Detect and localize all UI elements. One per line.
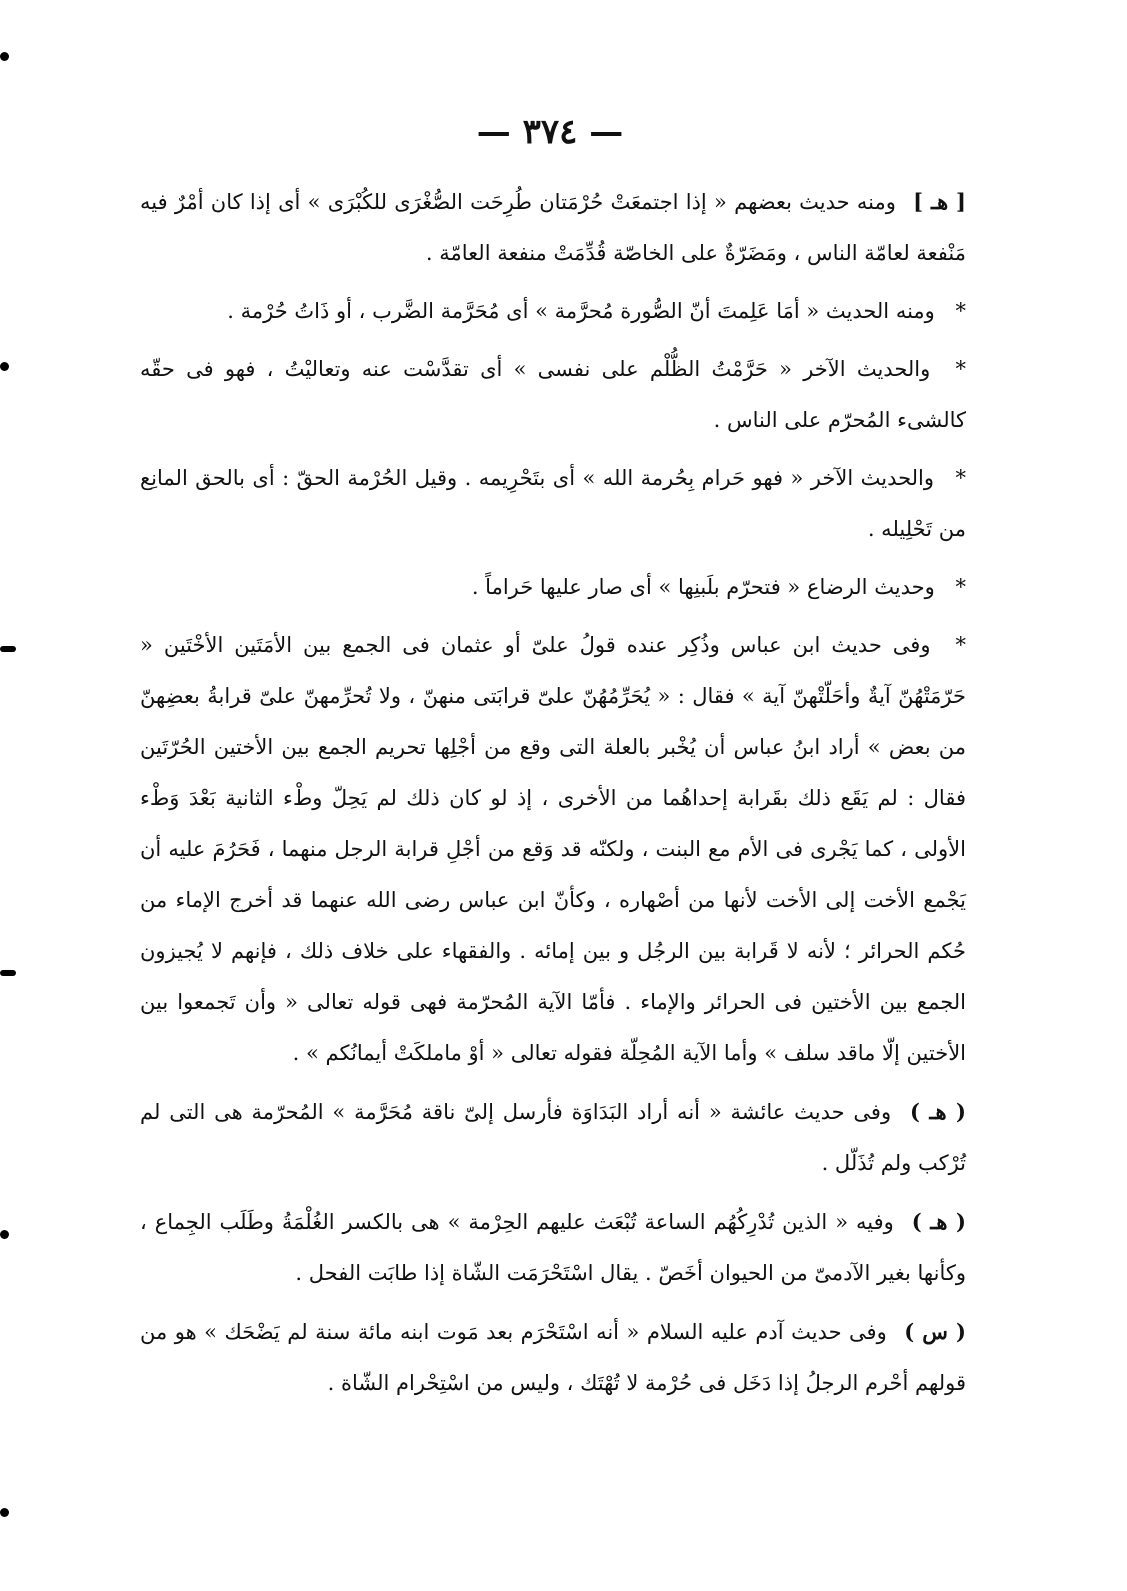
- paragraph-text: ومنه الحديث « أمَا عَلِمتَ أنّ الصُّورة مُحرَّمة » أى مُحَرَّمة الضَّرب ، أو ذَاتُ حُرْمة .: [227, 299, 935, 323]
- scan-margin-mark: [0, 362, 9, 371]
- paragraph-text: والحديث الآخر « فهو حَرام بِحُرمة الله » أى بتَحْرِيمه . وقيل الحُرْمة الحقّ : أى بالحق المانِع من تَحْلِيله .: [140, 466, 966, 541]
- source-marker: ( هـ ): [909, 1099, 966, 1124]
- scan-margin-mark: [0, 646, 16, 652]
- paragraph-text: وفى حديث عائشة « أنه أراد البَدَاوَة فأرسل إلىّ ناقة مُحَرَّمة » المُحرّمة هى التى لم تُرْكب ولم تُذَلّل .: [140, 1100, 966, 1175]
- paragraph-text: والحديث الآخر « حَرَّمْتُ الظُّلْم على نفسى » أى تقدَّسْت عنه وتعاليْتُ ، فهو فى حقّه كالشىء المُحرّم على الناس .: [140, 357, 966, 432]
- scan-margin-mark: [0, 970, 16, 976]
- asterisk-marker: *: [955, 466, 966, 490]
- paragraph-injustice-hadith: [140, 344, 966, 446]
- paragraph-bracket-ha: [140, 176, 966, 279]
- paragraph-ibn-abbas-hadith: [140, 620, 966, 1079]
- paragraph-picture-hadith: [140, 286, 966, 337]
- paragraph-aisha-hadith: [140, 1086, 966, 1189]
- asterisk-marker: *: [955, 299, 966, 323]
- paragraph-text: وفيه « الذين تُدْرِكُهُم الساعة تُبْعَث عليهم الحِرْمة » هى بالكسر الغُلْمَةُ وطَلَب الجِماع ، وكأنها بغير الآدمىّ من الحيوان أخَصّ . يقال اسْتَحْرَمَت الشّاة إذا طابَت الفحل .: [140, 1210, 966, 1285]
- paragraph-nursing-hadith: [140, 562, 966, 613]
- paragraph-text: ومنه حديث بعضهم « إذا اجتمعَتْ حُرْمَتان طُرِحَت الصُّغْرَى للكُبْرَى » أى إذا كان أمْرٌ فيه مَنْفعة لعامّة الناس ، ومَضَرّةٌ على الخاصّة قُدِّمَتْ منفعة العامّة .: [140, 190, 966, 265]
- dictionary-entry-text: [140, 176, 966, 1416]
- source-marker: ( س ): [904, 1319, 966, 1344]
- scan-margin-mark: [0, 52, 9, 61]
- asterisk-marker: *: [955, 575, 966, 599]
- asterisk-marker: *: [955, 633, 966, 657]
- paragraph-text: وفى حديث آدم عليه السلام « أنه اسْتَحْرَم بعد مَوت ابنه مائة سنة لم يَضْحَك » هو من قولهم أحْرم الرجلُ إذا دَخَل فى حُرْمة لا تُهْتَك ، وليس من اسْتِحْرام الشّاة .: [140, 1320, 966, 1395]
- paragraph-adam-hadith: [140, 1306, 966, 1409]
- source-marker: [ هـ ]: [913, 189, 966, 214]
- paragraph-text: وحديث الرضاع « فتحرّم بلَبنِها » أى صار عليها حَراماً .: [471, 575, 935, 599]
- page-number: — ٣٧٤ —: [476, 112, 624, 152]
- scan-margin-mark: [0, 1508, 9, 1517]
- source-marker: ( هـ ): [911, 1209, 966, 1234]
- paragraph-sanctity-hadith: [140, 453, 966, 555]
- paragraph-hour-hadith: [140, 1196, 966, 1299]
- asterisk-marker: *: [955, 357, 966, 381]
- paragraph-text: وفى حديث ابن عباس وذُكِر عنده قولُ علىّ أو عثمان فى الجمع بين الأمَتَين الأخْتَين « حَرّمَتْهُنّ آيةٌ وأحَلّتْهنّ آية » فقال : « يُحَرِّمُهُنّ علىّ قرابَتى منهنّ ، ولا تُحرِّمهنّ علىّ قرابةُ بعضِهنّ من بعض » أراد ابنُ عباس أن يُخْبر بالعلة التى وقع من أجْلِها تحريم الجمع بين الأختين الحُرّتَين فقال : لم يَقَع ذلك بقَرابة إحداهُما من الأخرى ، إذ لو كان ذلك لم يَحِلّ وطْء الثانية بَعْدَ وَطْء الأولى ، كما يَجْرى فى الأم مع البنت ، ولكنّه قد وَقع من أجْلِ قرابة الرجل منهما ، فَحَرُمَ عليه أن يَجْمع الأخت إلى الأخت لأنها من أصْهاره ، وكأنّ ابن عباس رضى الله عنهما قد أخرج الإماء من حُكم الحرائر ؛ لأنه لا قَرابة بين الرجُل و بين إمائه . والفقهاء على خلاف ذلك ، فإنهم لا يُجيزون الجمع بين الأختين فى الحرائر والإماء . فأمّا الآية المُحرّمة فهى قوله تعالى « وأن تَجمعوا بين الأختين إلّا ماقد سلف » وأما الآية المُحِلّة فقوله تعالى « أوْ ماملكَتْ أيمانُكم » .: [140, 633, 966, 1065]
- scan-margin-mark: [0, 1230, 9, 1239]
